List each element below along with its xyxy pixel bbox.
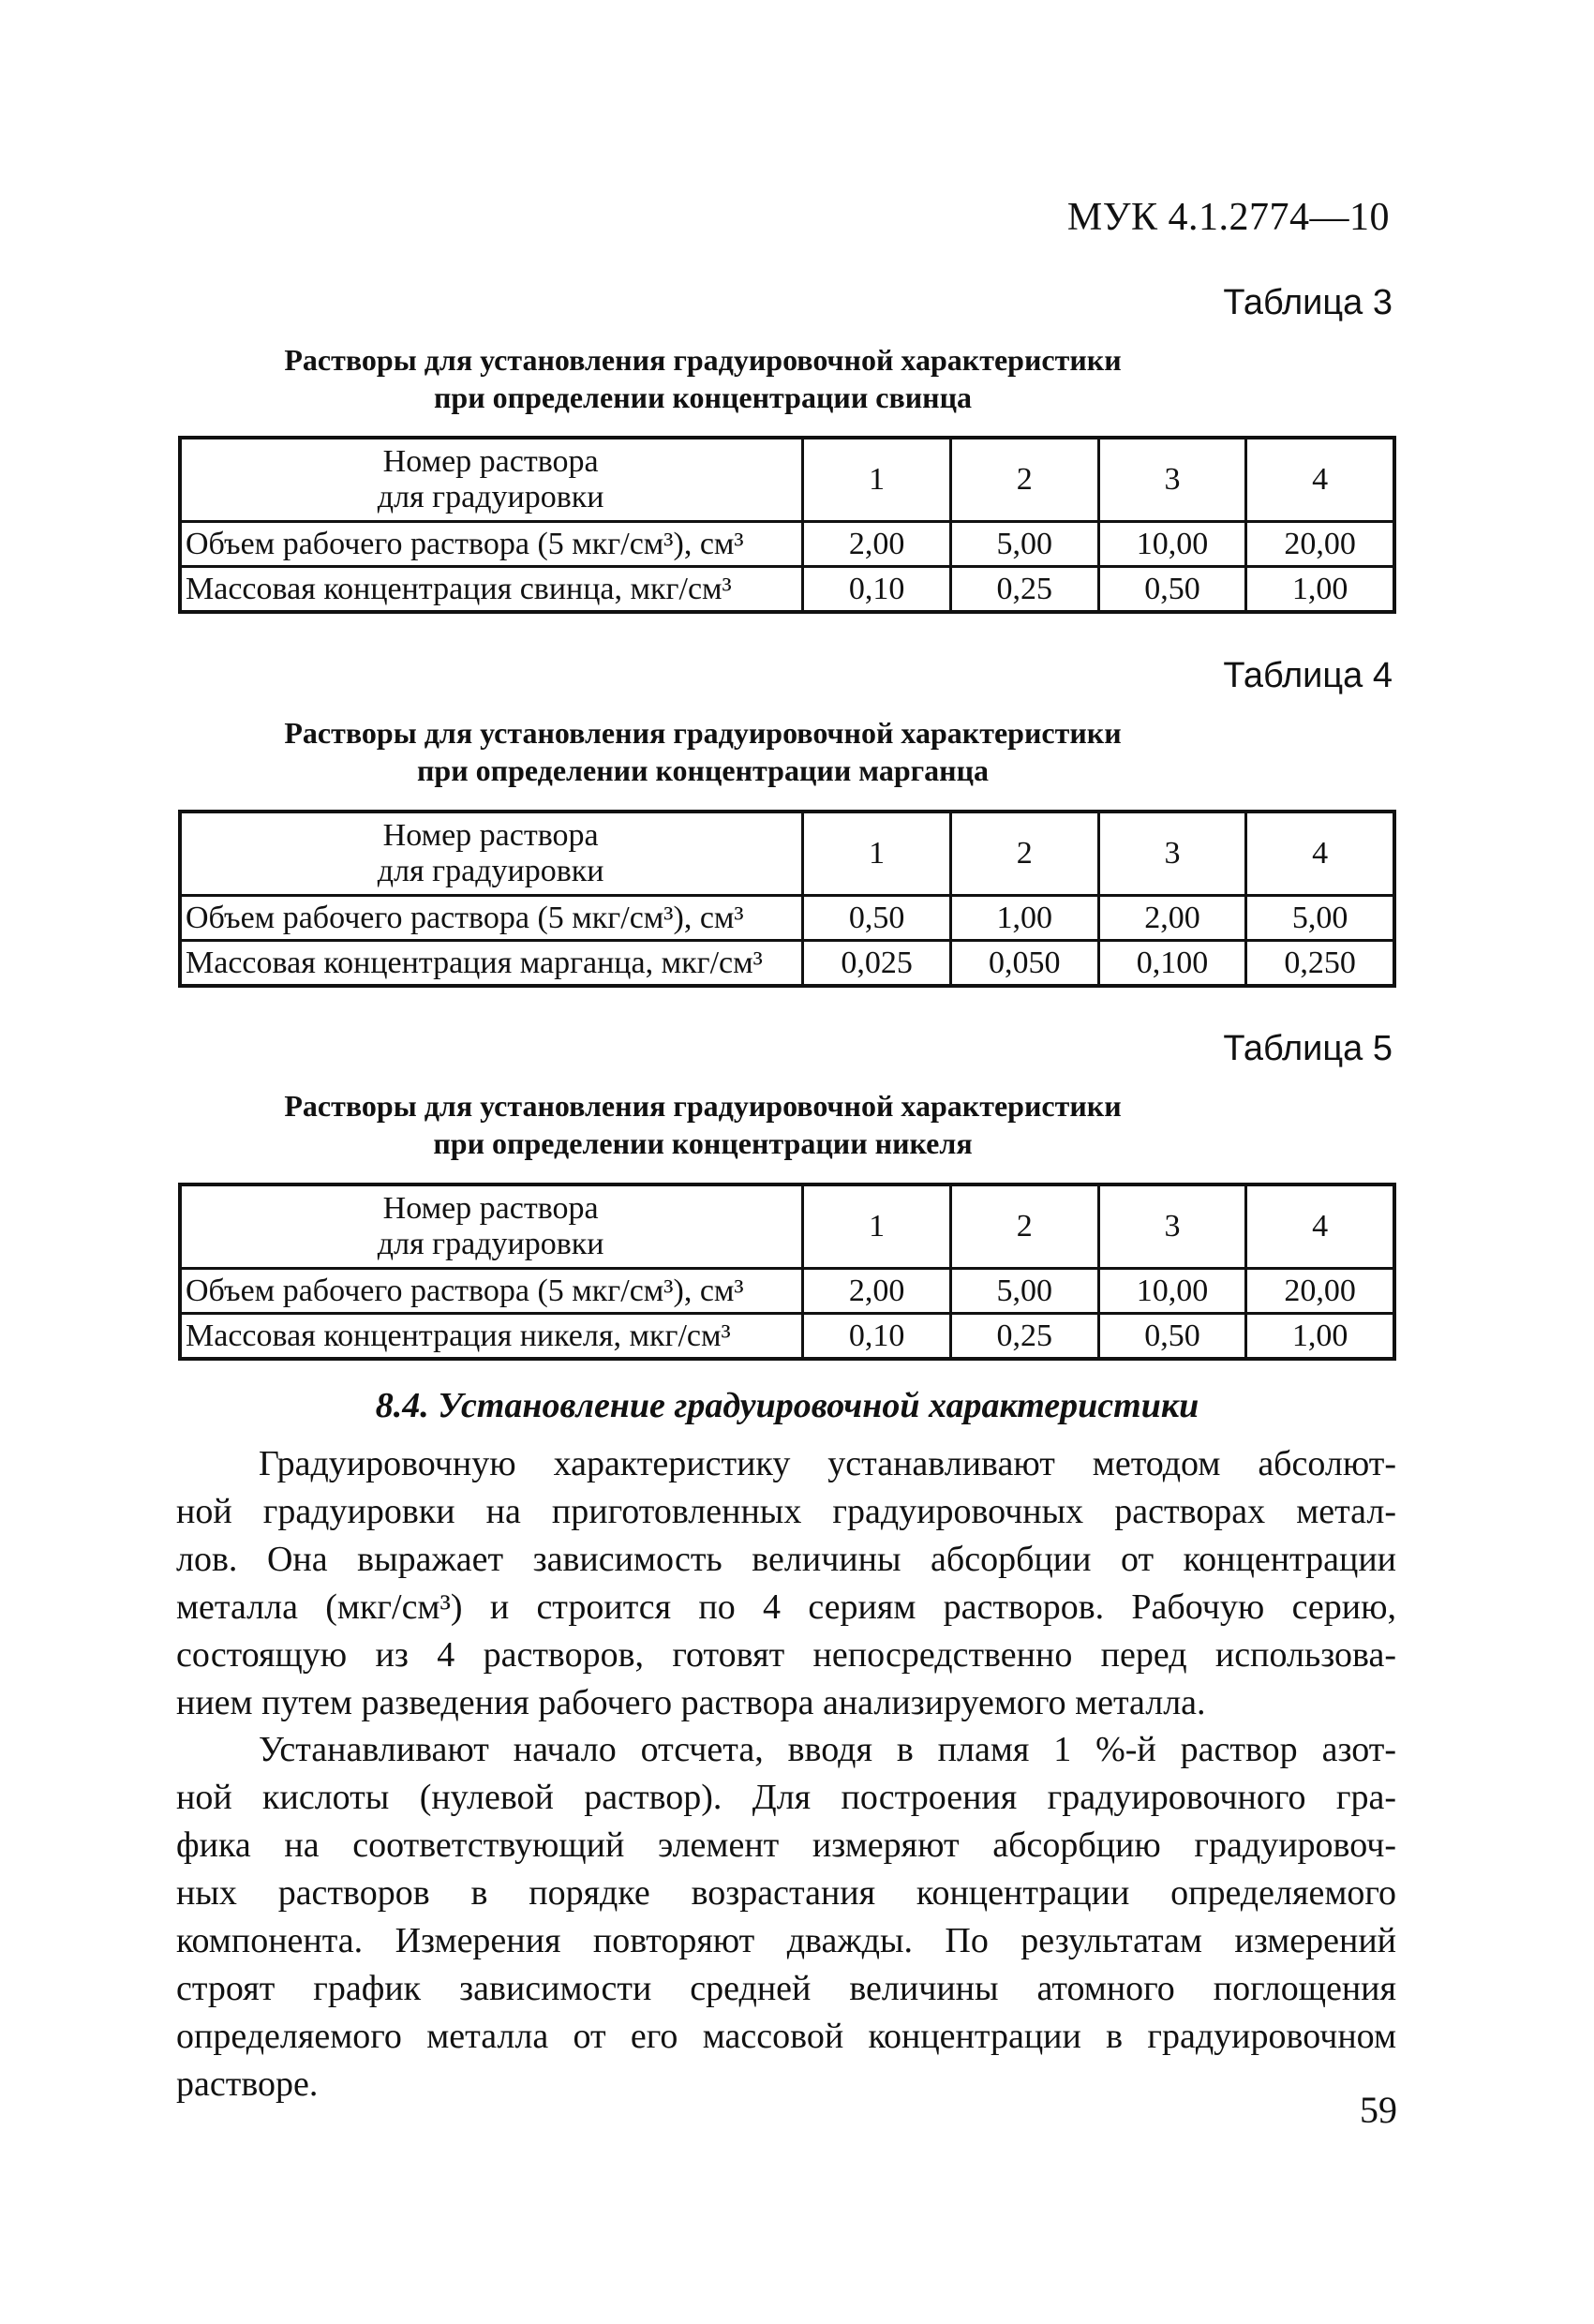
paragraph-1-line: ной градуировки на приготовленных градуировочных растворах метал- xyxy=(176,1492,1396,1531)
table-5-cell: 2,00 xyxy=(803,1269,951,1314)
table-5-title xyxy=(178,1087,1228,1162)
table-3-row-volume xyxy=(180,522,1394,567)
document-code: МУК 4.1.2774—10 xyxy=(1066,196,1390,239)
section-heading: 8.4. Установление градуировочной характеристики xyxy=(375,1386,1199,1425)
table-3-cell: 10,00 xyxy=(1098,522,1246,567)
table-4-header-row xyxy=(180,812,1394,896)
table-5-cell: 20,00 xyxy=(1246,1269,1394,1314)
paragraph-1-line: нием путем разведения рабочего раствора анализируемого металла. xyxy=(176,1683,1206,1722)
table-5 xyxy=(178,1183,1396,1361)
table-3-col-4: 4 xyxy=(1246,438,1394,522)
table-4-cell: 5,00 xyxy=(1246,896,1394,941)
table-3-cell: 5,00 xyxy=(950,522,1098,567)
table-4-col-2: 2 xyxy=(950,812,1098,896)
table-4-title-line-1: Растворы для установления градуировочной характеристики xyxy=(284,716,1122,750)
table-3-cell: 0,10 xyxy=(803,567,951,613)
table-4 xyxy=(178,810,1396,988)
table-4-row-concentration xyxy=(180,941,1394,987)
table-5-col-2: 2 xyxy=(950,1184,1098,1269)
table-4-row-volume xyxy=(180,896,1394,941)
table-3-col-2: 2 xyxy=(950,438,1098,522)
table-4-col-1: 1 xyxy=(803,812,951,896)
table-3-cell: 20,00 xyxy=(1246,522,1394,567)
paragraph-2-line: ных растворов в порядке возрастания концентрации определяемого xyxy=(176,1873,1396,1913)
table-4-cell: 0,50 xyxy=(803,896,951,941)
table-3-title xyxy=(178,341,1228,416)
table-5-col-3: 3 xyxy=(1098,1184,1246,1269)
table-5-header-label-line-2: для градуировки xyxy=(377,1227,604,1261)
table-3-row-concentration-label: Массовая концентрация свинца, мкг/см³ xyxy=(180,567,803,613)
table-5-title-line-2: при определении концентрации никеля xyxy=(433,1126,973,1160)
table-3-cell: 0,50 xyxy=(1098,567,1246,613)
table-4-header-label-line-1: Номер раствора xyxy=(382,818,599,853)
table-5-cell: 0,25 xyxy=(950,1314,1098,1360)
paragraph-2-line: компонента. Измерения повторяют дважды. По результатам измерений xyxy=(176,1921,1396,1960)
table-5-cell: 1,00 xyxy=(1246,1314,1394,1360)
paragraph-2-line: растворе. xyxy=(176,2064,319,2104)
table-5-col-1: 1 xyxy=(803,1184,951,1269)
table-4-title-line-2: при определении концентрации марганца xyxy=(416,753,990,787)
paragraph-1 xyxy=(176,1440,1396,1727)
table-4-cell: 0,025 xyxy=(803,941,951,987)
table-5-row-concentration-label: Массовая концентрация никеля, мкг/см³ xyxy=(180,1314,803,1360)
table-5-title-line-1: Растворы для установления градуировочной характеристики xyxy=(284,1089,1122,1123)
paragraph-2-line: ной кислоты (нулевой раствор). Для построения градуировочного гра- xyxy=(176,1778,1396,1817)
table-4-row-concentration-label: Массовая концентрация марганца, мкг/см³ xyxy=(180,941,803,987)
table-3-header-label-line-1: Номер раствора xyxy=(382,444,599,479)
table-3 xyxy=(178,436,1396,614)
paragraph-1-line: состоящую из 4 растворов, готовят непосредственно перед использова- xyxy=(176,1635,1396,1675)
table-5-cell: 0,10 xyxy=(803,1314,951,1360)
table-5-col-4: 4 xyxy=(1246,1184,1394,1269)
table-4-col-3: 3 xyxy=(1098,812,1246,896)
paragraph-2-line: определяемого металла от его массовой концентрации в градуировочном xyxy=(176,2017,1396,2056)
paragraph-1-line: лов. Она выражает зависимость величины абсорбции от концентрации xyxy=(176,1540,1396,1579)
table-5-header-row xyxy=(180,1184,1394,1269)
table-3-col-3: 3 xyxy=(1098,438,1246,522)
paragraph-2-line: Устанавливают начало отсчета, вводя в пламя 1 %-й раствор азот- xyxy=(259,1730,1396,1769)
table-3-header-row xyxy=(180,438,1394,522)
table-3-row-concentration xyxy=(180,567,1394,613)
table-5-header-label-line-1: Номер раствора xyxy=(382,1191,599,1226)
table-3-row-volume-label: Объем рабочего раствора (5 мкг/см³), см³ xyxy=(180,522,803,567)
table-4-cell: 0,050 xyxy=(950,941,1098,987)
paragraph-2 xyxy=(176,1726,1396,2108)
table-4-header-label-line-2: для градуировки xyxy=(377,854,604,888)
table-5-cell: 5,00 xyxy=(950,1269,1098,1314)
paragraph-1-line: металла (мкг/см³) и строится по 4 сериям растворов. Рабочую серию, xyxy=(176,1587,1396,1627)
table-3-number: Таблица 3 xyxy=(1223,283,1393,322)
table-3-header-label-line-2: для градуировки xyxy=(377,480,604,514)
table-3-title-line-1: Растворы для установления градуировочной характеристики xyxy=(284,343,1122,377)
table-3-col-1: 1 xyxy=(803,438,951,522)
table-3-cell: 1,00 xyxy=(1246,567,1394,613)
paragraph-2-line: строят график зависимости средней величины атомного поглощения xyxy=(176,1969,1396,2008)
table-5-row-volume-label: Объем рабочего раствора (5 мкг/см³), см³ xyxy=(180,1269,803,1314)
table-5-cell: 10,00 xyxy=(1098,1269,1246,1314)
paragraph-1-line: Градуировочную характеристику устанавливают методом абсолют- xyxy=(259,1444,1396,1483)
table-3-cell: 2,00 xyxy=(803,522,951,567)
table-4-cell: 0,250 xyxy=(1246,941,1394,987)
table-4-cell: 2,00 xyxy=(1098,896,1246,941)
table-4-cell: 1,00 xyxy=(950,896,1098,941)
table-3-title-line-2: при определении концентрации свинца xyxy=(433,380,973,414)
table-3-cell: 0,25 xyxy=(950,567,1098,613)
table-4-number: Таблица 4 xyxy=(1223,656,1393,695)
table-4-col-4: 4 xyxy=(1246,812,1394,896)
table-4-title xyxy=(178,714,1228,789)
table-5-row-concentration xyxy=(180,1314,1394,1360)
table-5-header-label xyxy=(180,1184,803,1269)
table-4-row-volume-label: Объем рабочего раствора (5 мкг/см³), см³ xyxy=(180,896,803,941)
paragraph-2-line: фика на соответствующий элемент измеряют абсорбцию градуировоч- xyxy=(176,1825,1396,1865)
page-number: 59 xyxy=(1360,2089,1397,2131)
table-5-number: Таблица 5 xyxy=(1223,1029,1393,1068)
table-4-cell: 0,100 xyxy=(1098,941,1246,987)
table-4-header-label xyxy=(180,812,803,896)
table-5-row-volume xyxy=(180,1269,1394,1314)
table-5-cell: 0,50 xyxy=(1098,1314,1246,1360)
table-3-header-label xyxy=(180,438,803,522)
